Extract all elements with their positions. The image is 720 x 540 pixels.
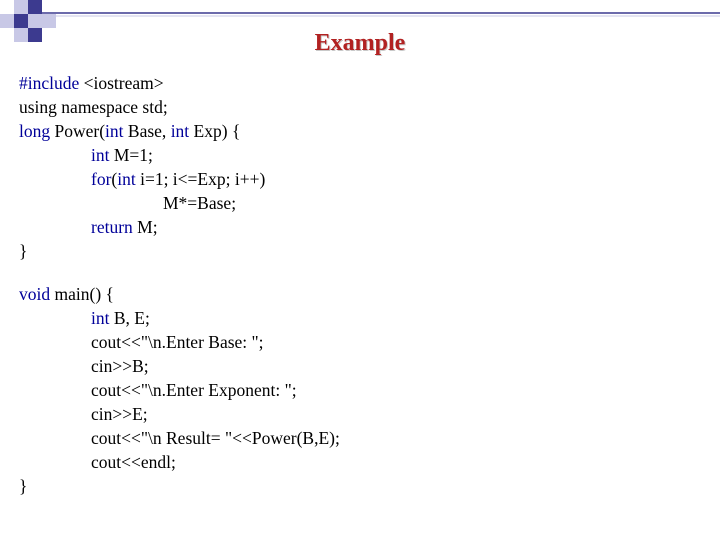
blank-line (19, 263, 340, 282)
code-text: i=1; i<=Exp; i++) (135, 169, 266, 189)
code-text: Base, (123, 121, 171, 141)
code-keyword: long (19, 121, 51, 141)
code-keyword: int (117, 169, 136, 189)
code-keyword: #include (19, 73, 80, 93)
code-line (19, 474, 340, 498)
code-line (19, 215, 340, 239)
code-keyword: return (91, 217, 133, 237)
code-text: cout<<endl; (91, 452, 176, 472)
code-line (19, 450, 340, 474)
code-keyword: for (91, 169, 112, 189)
code-line (19, 426, 340, 450)
code-text: cout<<"\n Result= "<<Power(B,E); (91, 428, 340, 448)
code-line (19, 330, 340, 354)
code-line (19, 71, 340, 95)
code-line (19, 402, 340, 426)
code-keyword: int (105, 121, 124, 141)
code-text: } (19, 476, 28, 496)
code-text: cin>>B; (91, 356, 149, 376)
code-text: cout<<"\n.Enter Base: "; (91, 332, 264, 352)
code-line (19, 95, 340, 119)
code-line (19, 282, 340, 306)
slide-title: Example (314, 30, 406, 56)
code-line (19, 167, 340, 191)
code-block (19, 71, 340, 498)
code-keyword: int (170, 121, 190, 141)
code-line (19, 143, 340, 167)
code-keyword: void (19, 284, 51, 304)
code-text: B, E; (109, 308, 150, 328)
code-text: M; (132, 217, 158, 237)
code-text: } (19, 241, 28, 261)
code-line (19, 119, 340, 143)
code-text: cin>>E; (91, 404, 148, 424)
code-keyword: int (91, 145, 110, 165)
code-text: main() { (50, 284, 114, 304)
checker-squares-icon (0, 0, 56, 42)
code-text: M*=Base; (163, 193, 237, 213)
code-line (19, 354, 340, 378)
code-text: M=1; (109, 145, 153, 165)
code-keyword: int (91, 308, 110, 328)
code-text: cout<<"\n.Enter Exponent: "; (91, 380, 297, 400)
code-text: ( (111, 169, 118, 189)
code-text: <iostream> (79, 73, 164, 93)
code-line (19, 306, 340, 330)
code-text: Exp) { (189, 121, 241, 141)
code-text: using namespace std; (19, 97, 168, 117)
code-line (19, 239, 340, 263)
code-line (19, 191, 340, 215)
code-line (19, 378, 340, 402)
code-text: Power( (50, 121, 106, 141)
